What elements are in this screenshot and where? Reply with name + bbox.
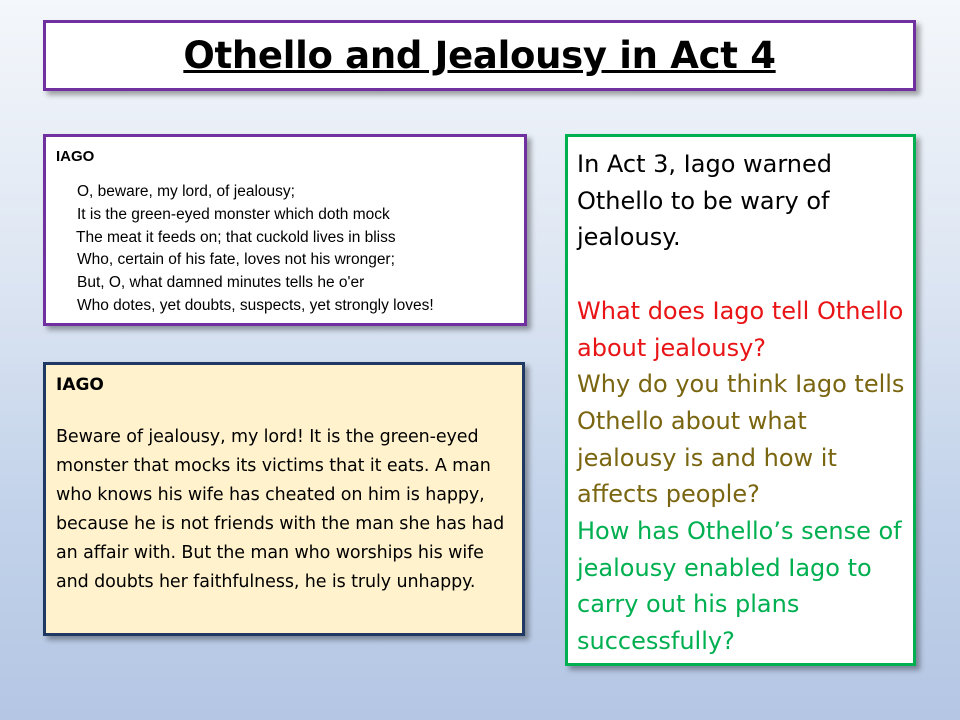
question-3: How has Othello’s sense of jealousy enabled Iago to carry out his plans successfully? [577, 517, 902, 656]
modern-translation-box [43, 362, 525, 636]
questions-intro: In Act 3, Iago warned Othello to be wary of jealousy. [577, 150, 832, 252]
quote-speaker: IAGO [56, 148, 95, 165]
translation-text: Beware of jealousy, my lord! It is the green-eyed monster that mocks its victims that it eats. A man who knows his wife has cheated on him is happy, because he is not friends with the man she has had an affair with. But the man who worships his wife and doubts her faithfulness, he is truly unhappy. [56, 427, 505, 592]
question-2: Why do you think Iago tells Othello about what jealousy is and how it affects people? [577, 370, 905, 509]
questions-box [565, 134, 916, 666]
quote-line: The meat it feeds on; that cuckold lives in bliss [76, 228, 396, 246]
title-box [43, 20, 916, 91]
quote-line: Who dotes, yet doubts, suspects, yet strongly loves! [77, 296, 434, 314]
question-1: What does Iago tell Othello about jealousy? [577, 296, 904, 362]
quote-line: Who, certain of his fate, loves not his wronger; [77, 251, 395, 269]
quote-line: It is the green-eyed monster which doth mock [77, 205, 390, 223]
quote-line: O, beware, my lord, of jealousy; [77, 183, 295, 200]
original-quote-box [43, 134, 527, 326]
quote-line: But, O, what damned minutes tells he o'er [77, 274, 365, 292]
translation-speaker: IAGO [56, 375, 104, 395]
slide-title: Othello and Jealousy in Act 4 [183, 34, 776, 77]
